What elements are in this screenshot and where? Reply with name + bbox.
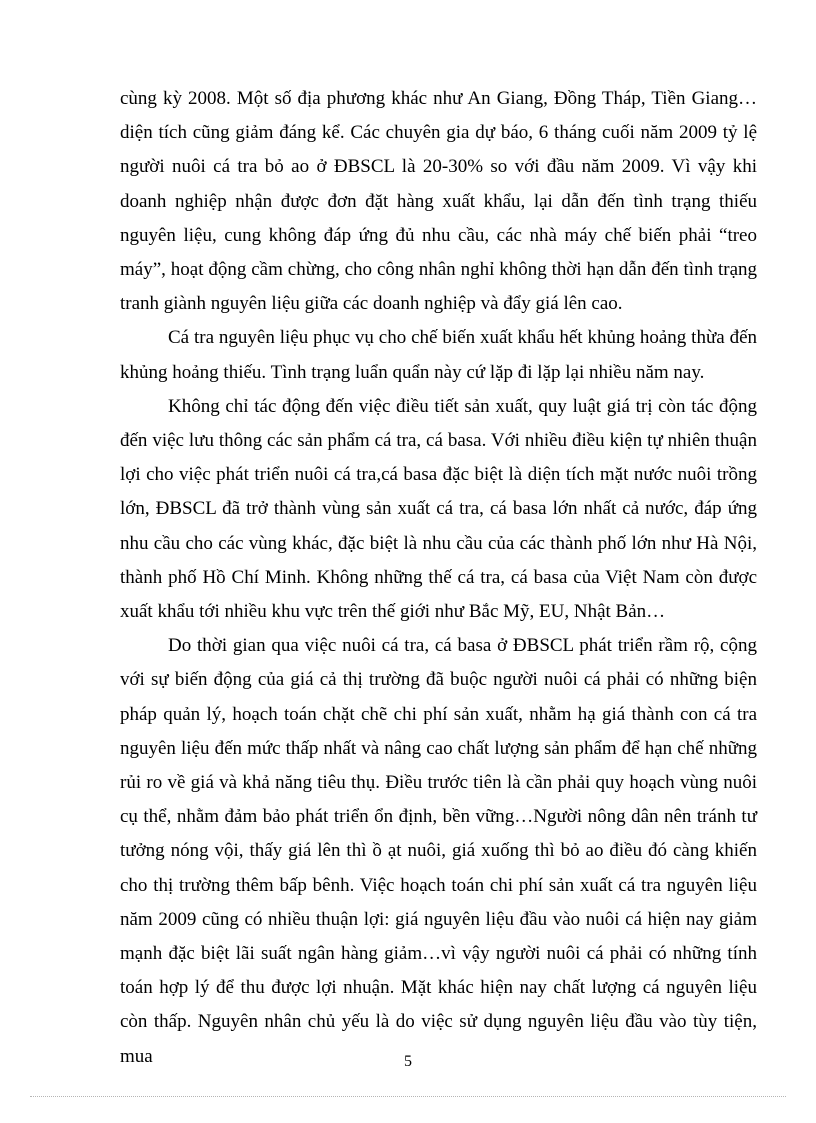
paragraph-3: Không chỉ tác động đến việc điều tiết sản xuất, quy luật giá trị còn tác động đến việc lưu thông các sản phẩm cá tra, cá basa. Với nhiều điều kiện tự nhiên thuận lợi cho việc phát triển nuôi cá tra,cá basa đặc biệt là diện tích mặt nước nuôi trồng lớn, ĐBSCL đã trở thành vùng sản xuất cá tra, cá basa lớn nhất cả nước, đáp ứng nhu cầu cho các vùng khác, đặc biệt là nhu cầu của các thành phố lớn như Hà Nội, thành phố Hồ Chí Minh. Không những thế cá tra, cá basa của Việt Nam còn được xuất khẩu tới nhiều khu vực trên thế giới như Bắc Mỹ, EU, Nhật Bản…: [120, 395, 757, 623]
footer-divider: [30, 1096, 786, 1097]
paragraph-2: Cá tra nguyên liệu phục vụ cho chế biến xuất khẩu hết khủng hoảng thừa đến khủng hoảng thiếu. Tình trạng luẩn quẩn này cứ lặp đi lặp lại nhiều năm nay.: [120, 327, 757, 383]
paragraph-1: cùng kỳ 2008. Một số địa phương khác như An Giang, Đồng Tháp, Tiền Giang… diện tích cũng giảm đáng kể. Các chuyên gia dự báo, 6 tháng cuối năm 2009 tỷ lệ người nuôi cá tra bỏ ao ở ĐBSCL là 20-30% so với đầu năm 2009. Vì vậy khi doanh nghiệp nhận được đơn đặt hàng xuất khẩu, lại dẫn đến tình trạng thiếu nguyên liệu, cung không đáp ứng đủ nhu cầu, các nhà máy chế biến phải “treo máy”, hoạt động cầm chừng, cho công nhân nghỉ không thời hạn dẫn đến tình trạng tranh giành nguyên liệu giữa các doanh nghiệp và đẩy giá lên cao.: [120, 88, 757, 315]
paragraph-4: Do thời gian qua việc nuôi cá tra, cá basa ở ĐBSCL phát triển rầm rộ, cộng với sự biến động của giá cả thị trường đã buộc người nuôi cá phải có những biện pháp quản lý, hoạch toán chặt chẽ chi phí sản xuất, nhằm hạ giá thành con cá tra nguyên liệu đến mức thấp nhất và nâng cao chất lượng sản phẩm để hạn chế những rủi ro về giá và khả năng tiêu thụ. Điều trước tiên là cần phải quy hoạch vùng nuôi cụ thể, nhằm đảm bảo phát triển ổn định, bền vững…Người nông dân nên tránh tư tưởng nóng vội, thấy giá lên thì ồ ạt nuôi, giá xuống thì bỏ ao điều đó càng khiến cho thị trường thêm bấp bênh. Việc hoạch toán chi phí sản xuất cá tra nguyên liệu năm 2009 cũng có nhiều thuận lợi: giá nguyên liệu đầu vào nuôi cá hiện nay giảm mạnh đặc biệt lãi suất ngân hàng giảm…vì vậy người nuôi cá phải có những tính toán hợp lý để thu được lợi nhuận. Mặt khác hiện nay chất lượng cá nguyên liệu còn thấp. Nguyên nhân chủ yếu là do việc sử dụng nguyên liệu đầu vào tùy tiện, mua: [120, 635, 757, 1067]
body-text: [120, 82, 757, 1074]
page-number: 5: [404, 1053, 412, 1070]
